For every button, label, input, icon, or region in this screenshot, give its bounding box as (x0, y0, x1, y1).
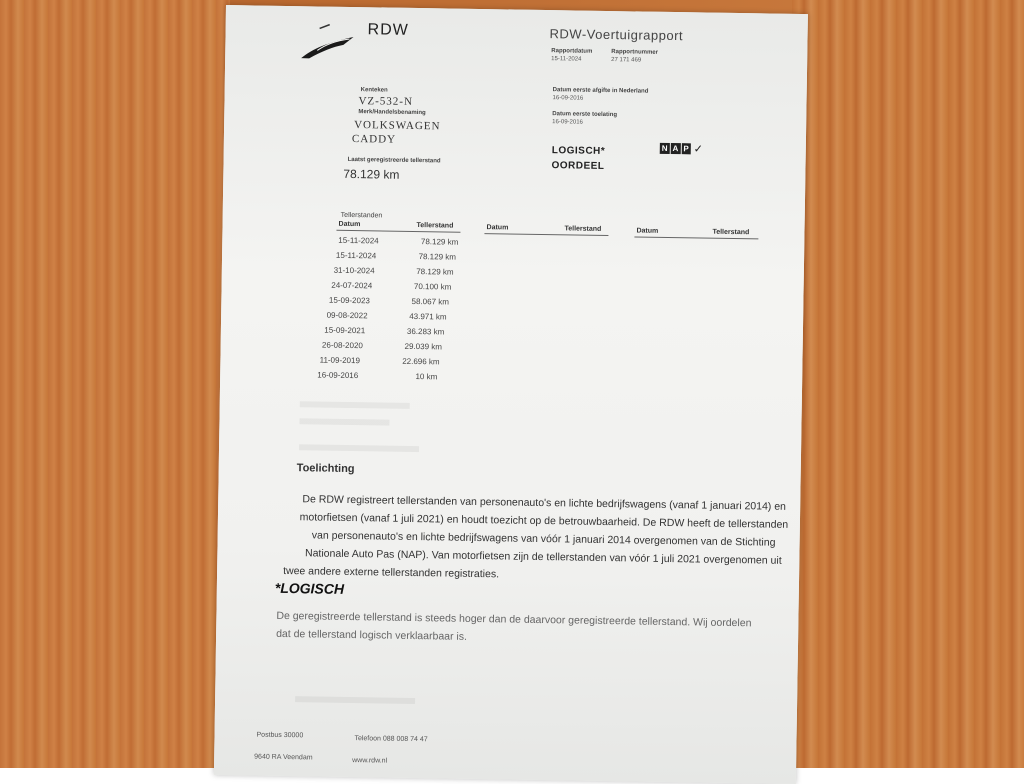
nap-letter-p: P (681, 143, 691, 154)
verdict-logisch: LOGISCH* (551, 145, 606, 157)
merk-label: Merk/Handelsbenaming (358, 109, 426, 117)
footer-web: www.rdw.nl (352, 757, 388, 765)
col-header-tellerstand-2: Tellerstand (564, 225, 602, 233)
toelichting-paragraph (283, 490, 804, 588)
col-header-tellerstand-1: Tellerstand (416, 222, 454, 230)
report-title: RDW-Voertuigrapport (549, 26, 684, 44)
table-cell-datum: 09-08-2022 (326, 310, 368, 321)
logisch-heading: *LOGISCH (274, 579, 345, 597)
verdict-oordeel: OORDEEL (551, 160, 605, 172)
afgifte-value: 16-09-2016 (552, 95, 584, 102)
report-paper (214, 5, 808, 784)
footer-postbus: Postbus 30000 (256, 731, 304, 740)
kenteken-label: Kenteken (360, 87, 388, 94)
table-cell-datum: 15-09-2023 (328, 295, 370, 306)
toelichting-line: twee andere externe tellerstanden registraties. (283, 564, 500, 581)
toelating-label: Datum eerste toelating (552, 111, 618, 119)
wood-left (0, 0, 230, 768)
rapportnummer-value: 27 171 469 (611, 57, 642, 64)
table-cell-datum: 15-11-2024 (335, 250, 377, 261)
table-cell-datum: 26-08-2020 (321, 340, 363, 351)
nap-logo (660, 142, 703, 156)
table-cell-tellerstand: 70.100 km (413, 281, 452, 292)
rdw-logo-icon (299, 18, 362, 63)
col-header-datum-3: Datum (636, 227, 659, 235)
rapportnummer-label: Rapportnummer (611, 49, 659, 56)
km-label: Laatst geregistreerde tellerstand (347, 156, 441, 165)
logisch-line: De geregistreerde tellerstand is steeds hoger dan de daarvoor geregistreerde tellerstand. Wij oordelen (276, 609, 752, 630)
rapportdatum-label: Rapportdatum (551, 48, 593, 55)
footer-plaats: 9640 RA Veendam (254, 753, 313, 762)
col-header-datum-2: Datum (486, 224, 509, 232)
table-cell-tellerstand: 78.129 km (420, 237, 459, 247)
kenteken-value: VZ-532-N (358, 95, 414, 108)
table-title: Tellerstanden (340, 211, 383, 220)
wood-right (792, 0, 1024, 768)
toelichting-heading: Toelichting (296, 462, 355, 476)
nap-letter-a: A (670, 143, 680, 154)
nap-letter-n: N (660, 143, 670, 154)
table-cell-datum: 11-09-2019 (319, 355, 361, 366)
table-cell-tellerstand: 29.039 km (404, 341, 443, 352)
col-header-tellerstand-3: Tellerstand (712, 228, 750, 237)
table-cell-tellerstand: 78.129 km (418, 252, 457, 262)
afgifte-label: Datum eerste afgifte in Nederland (552, 87, 649, 95)
table-cell-tellerstand: 43.971 km (409, 311, 447, 322)
rapportdatum-value: 15-11-2024 (551, 56, 582, 63)
toelichting-line: van personenauto's en lichte bedrijfswagens van vóór 1 januari 2014 overgenomen van de Stichting (311, 529, 776, 549)
col-header-datum-1: Datum (338, 220, 361, 229)
table-cell-datum: 16-09-2016 (317, 370, 359, 381)
table-cell-datum: 24-07-2024 (331, 280, 373, 291)
table-cell-datum: 15-09-2021 (324, 325, 366, 336)
table-cell-tellerstand: 78.129 km (416, 267, 454, 277)
table-cell-datum: 15-11-2024 (338, 235, 379, 246)
toelichting-line: motorfietsen (vanaf 1 juli 2021) en houdt toezicht op de betrouwbaarheid. De RDW heeft de tellerstanden (299, 511, 789, 531)
toelichting-line: Nationale Auto Pas (NAP). Van motorfietsen zijn de tellerstanden van vóór 1 juli 2021 overgenomen uit (304, 547, 782, 567)
table-cell-tellerstand: 36.283 km (406, 326, 445, 337)
table-cell-tellerstand: 58.067 km (411, 296, 450, 307)
model-value: CADDY (351, 132, 397, 146)
table-cell-datum: 31-10-2024 (333, 265, 375, 276)
table-cell-tellerstand: 22.696 km (402, 356, 440, 367)
checkmark-icon: ✓ (693, 143, 704, 156)
logisch-line: dat de tellerstand logisch verklaarbaar is. (276, 627, 468, 643)
merk-value: VOLKSWAGEN (354, 119, 441, 133)
brand-name: RDW (367, 21, 409, 39)
toelating-value: 16-09-2016 (552, 119, 583, 126)
toelichting-line: De RDW registreert tellerstanden van personenauto's en lichte bedrijfswagens (vanaf 1 januari 2014) en (302, 493, 787, 513)
footer-telefoon: Telefoon 088 008 74 47 (354, 735, 428, 744)
km-value: 78.129 km (343, 166, 400, 182)
table-cell-tellerstand: 10 km (415, 372, 438, 382)
